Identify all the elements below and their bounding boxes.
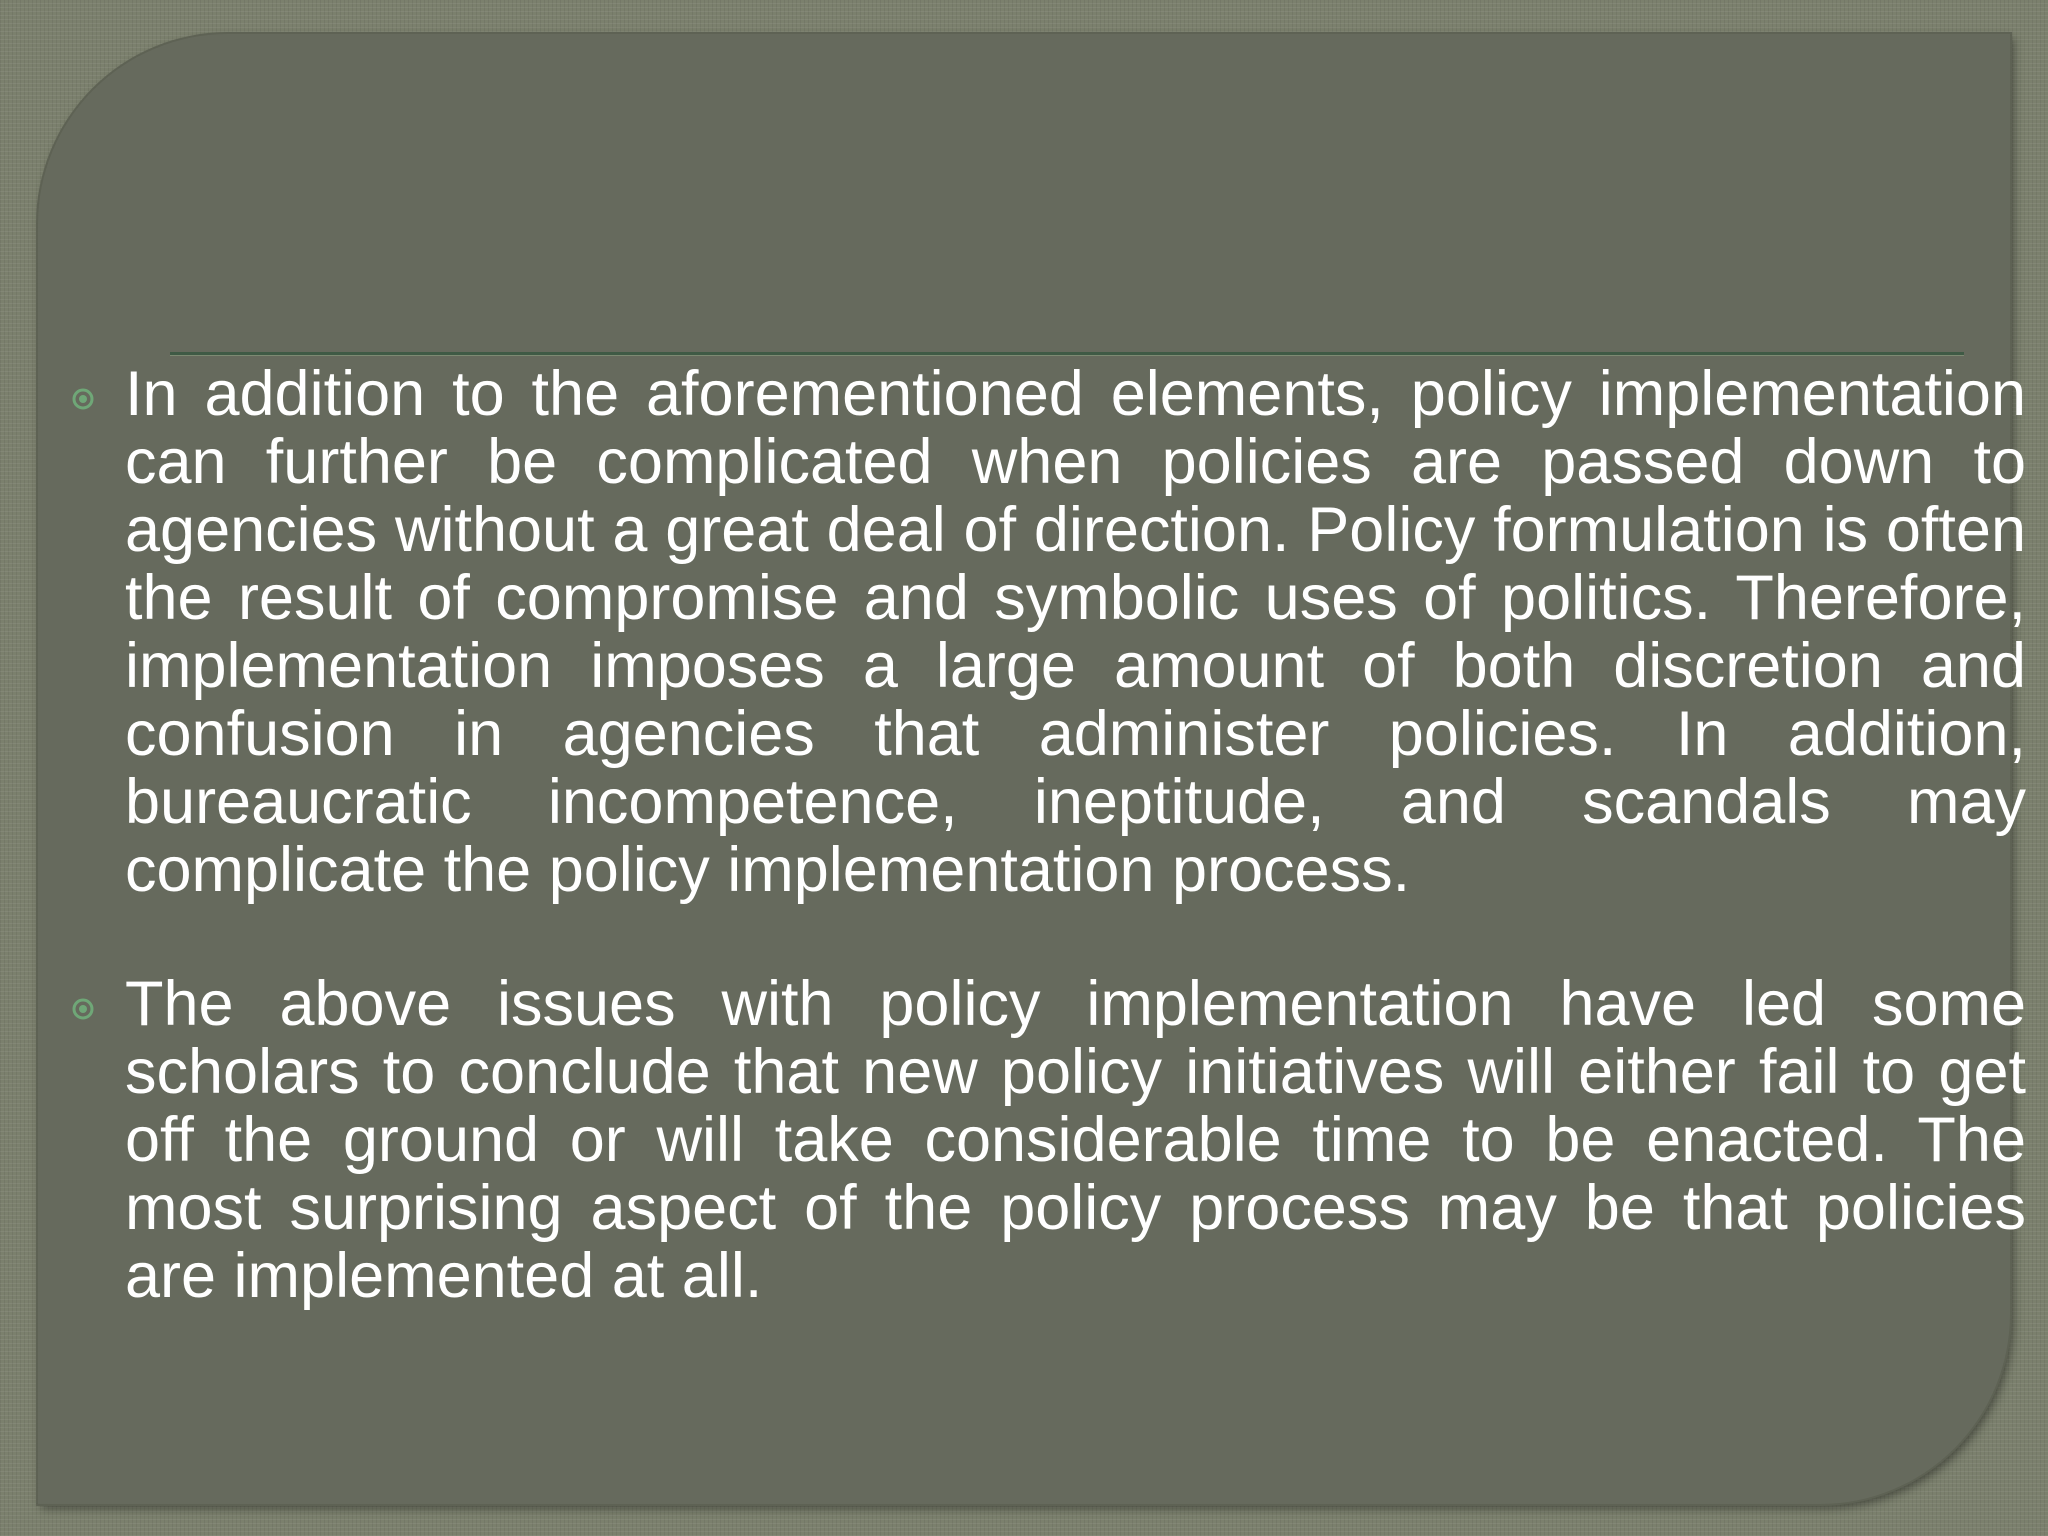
slide-panel (38, 34, 2026, 1504)
bullet-item (60, 970, 2026, 1310)
bullet-list (60, 360, 2026, 1376)
bullet-text: In addition to the aforementioned elements, policy implementation can further be complicated when policies are passed down to agencies without a great deal of direction. Policy formulation is often the result of compromise and symbolic uses of politics. Therefore, implementation imposes a large amount of both discretion and confusion in agencies that administer policies. In addition, bureaucratic incompetence, ineptitude, and scandals may complicate the policy implementation process. (125, 359, 2026, 905)
bullet-item (60, 360, 2026, 904)
target-bullet-icon (72, 998, 94, 1020)
title-divider (170, 352, 1964, 356)
target-bullet-icon (72, 388, 94, 410)
bullet-text: The above issues with policy implementation have led some scholars to conclude that new policy initiatives will either fail to get off the ground or will take considerable time to be enacted. The most surprising aspect of the policy process may be that policies are implemented at all. (125, 969, 2026, 1311)
